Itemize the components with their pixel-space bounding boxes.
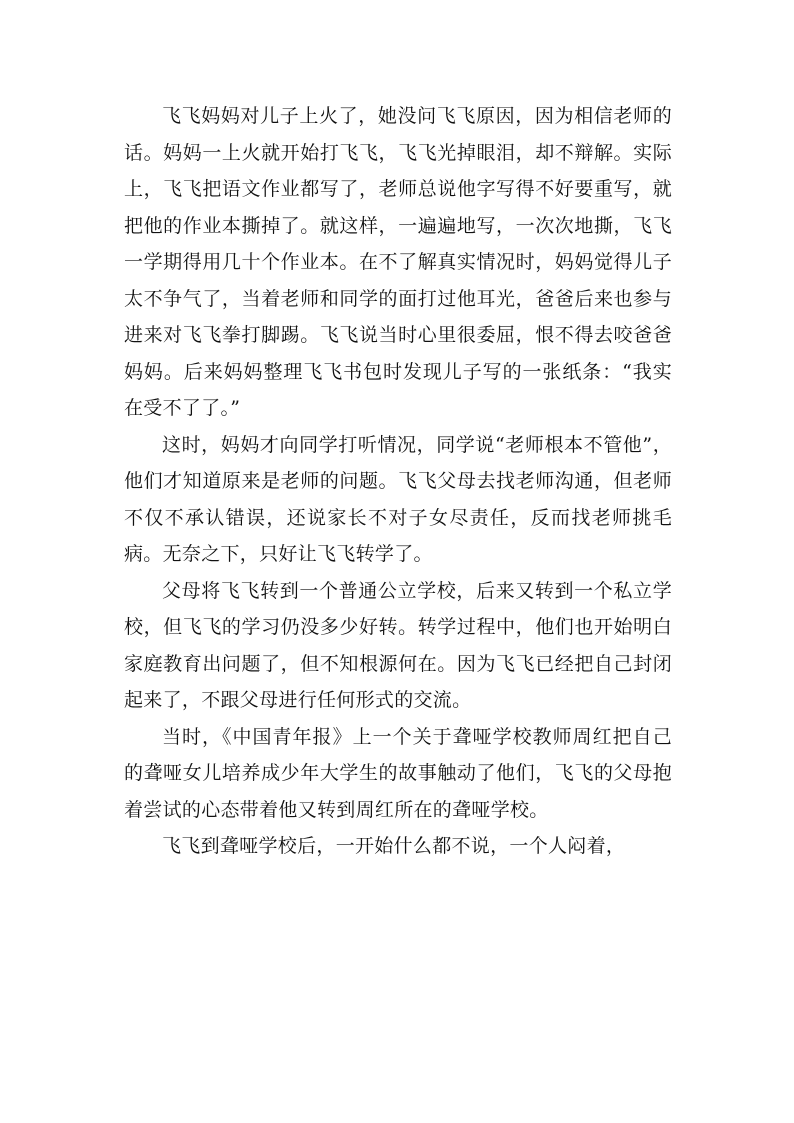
paragraph-3: 父母将飞飞转到一个普通公立学校，后来又转到一个私立学校，但飞飞的学习仍没多少好转。转学过程中，他们也开始明白家庭教育出问题了，但不知根源何在。因为飞飞已经把自己封闭起来了，不跟父母进行任何形式的交流。 (124, 579, 672, 711)
document-body (124, 98, 672, 865)
paragraph-5: 飞飞到聋哑学校后，一开始什么都不说，一个人闷着， (162, 835, 626, 857)
paragraph-2: 这时，妈妈才向同学打听情况，同学说“老师根本不管他”，他们才知道原来是老师的问题。飞飞父母去找老师沟通，但老师不仅不承认错误，还说家长不对子女尽责任，反而找老师挑毛病。无奈之下，只好让飞飞转学了。 (124, 433, 672, 565)
paragraph-1: 飞飞妈妈对儿子上火了，她没问飞飞原因，因为相信老师的话。妈妈一上火就开始打飞飞，飞飞光掉眼泪，却不辩解。实际上，飞飞把语文作业都写了，老师总说他字写得不好要重写，就把他的作业本撕掉了。就这样，一遍遍地写，一次次地撕，飞飞一学期得用几十个作业本。在不了解真实情况时，妈妈觉得儿子太不争气了，当着老师和同学的面打过他耳光，爸爸后来也参与进来对飞飞拳打脚踢。飞飞说当时心里很委屈，恨不得去咬爸爸妈妈。后来妈妈整理飞飞书包时发现儿子写的一张纸条：“我实在受不了了。” (124, 105, 672, 419)
paragraph-4: 当时，《中国青年报》上一个关于聋哑学校教师周红把自己的聋哑女儿培养成少年大学生的故事触动了他们，飞飞的父母抱着尝试的心态带着他又转到周红所在的聋哑学校。 (124, 725, 672, 821)
